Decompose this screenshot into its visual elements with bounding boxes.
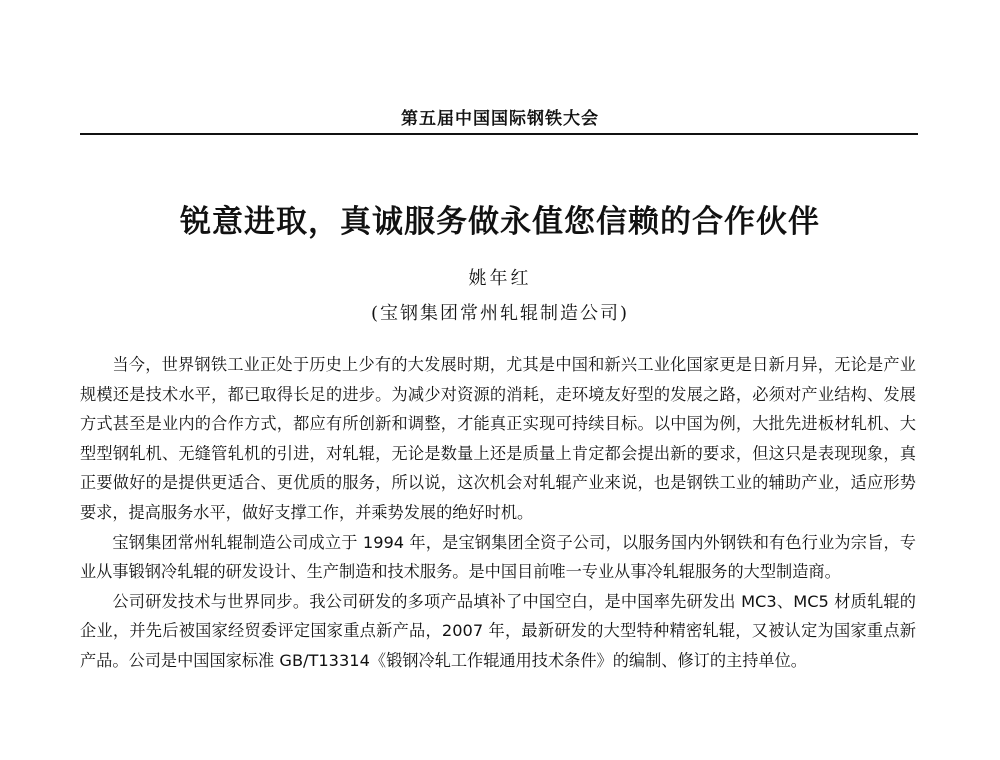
- article-body: [80, 350, 916, 676]
- running-header: 第五届中国国际钢铁大会: [401, 109, 599, 129]
- author-name: 姚年红: [468, 268, 532, 289]
- paragraph: 当今，世界钢铁工业正处于历史上少有的大发展时期，尤其是中国和新兴工业化国家更是日新月异，无论是产业规模还是技术水平，都已取得长足的进步。为减少对资源的消耗，走环境友好型的发展之路，必须对产业结构、发展方式甚至是业内的合作方式，都应有所创新和调整，才能真正实现可持续目标。以中国为例，大批先进板材轧机、大型型钢轧机、无缝管轧机的引进，对轧辊，无论是数量上还是质量上肯定都会提出新的要求，但这只是表现现象，真正要做好的是提供更适合、更优质的服务，所以说，这次机会对轧辊产业来说，也是钢铁工业的辅助产业，适应形势要求，提高服务水平，做好支撑工作，并乘势发展的绝好时机。: [80, 355, 916, 522]
- article-title: 锐意进取，真诚服务做永值您信赖的合作伙伴: [180, 204, 820, 240]
- header-rule: [80, 133, 918, 135]
- paragraph: 公司研发技术与世界同步。我公司研发的多项产品填补了中国空白，是中国率先研发出 MC3、MC5 材质轧辊的企业，并先后被国家经贸委评定国家重点新产品，2007 年，最新研发的大型特种精密轧辊，又被认定为国家重点新产品。公司是中国国家标准 GB/T13314《锻钢冷轧工作辊通用技术条件》的编制、修订的主持单位。: [80, 591, 916, 670]
- paragraph: 宝钢集团常州轧辊制造公司成立于 1994 年，是宝钢集团全资子公司，以服务国内外钢铁和有色行业为宗旨，专业从事锻钢冷轧辊的研发设计、生产制造和技术服务。是中国目前唯一专业从事冷轧辊服务的大型制造商。: [80, 532, 916, 582]
- author-affiliation: (宝钢集团常州轧辊制造公司): [370, 303, 630, 324]
